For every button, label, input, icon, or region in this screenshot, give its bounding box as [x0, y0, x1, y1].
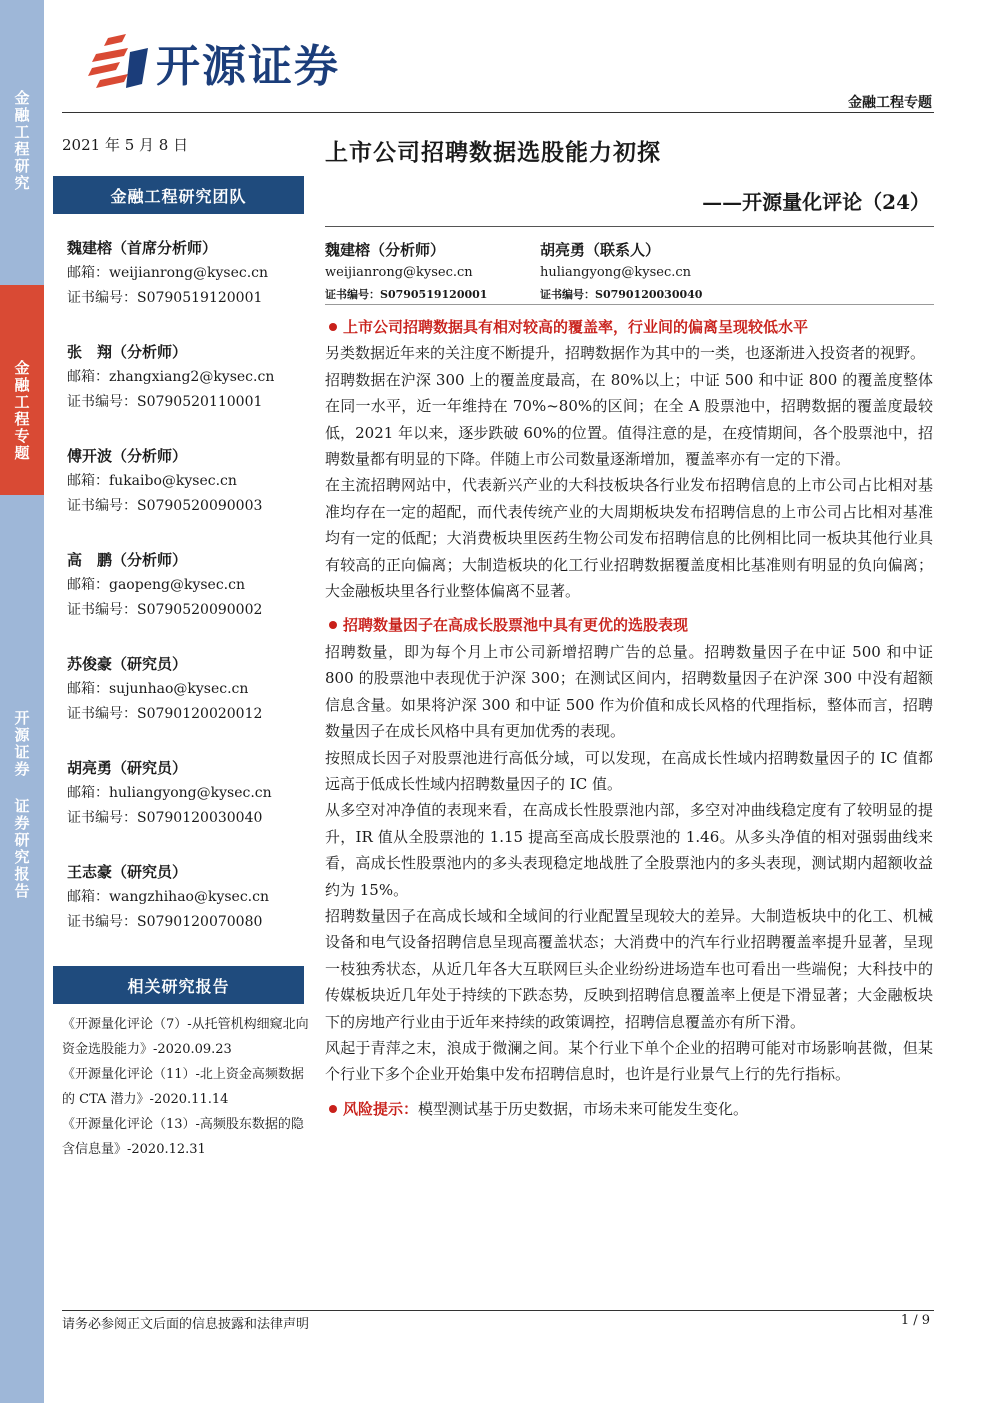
- author-divider: [325, 304, 934, 305]
- summary-paragraph: 招聘数量，即为每个月上市公司新增招聘广告的总量。招聘数量因子在中证 500 和中证 800 的股票池中表现优于沪深 300；在测试区间内，招聘数量因子在沪深 300 中没有超额信息含量。如果将沪深 300 和中证 500 作为价值和成长风格的代理指标，整体而言，招聘数量因子在成长风格中具有更加优秀的表现。: [325, 642, 933, 741]
- analyst-cert: 证书编号：S0790520090003: [67, 498, 263, 514]
- bullet-dot-icon: [329, 621, 337, 629]
- related-heading: 相关研究报告: [53, 966, 304, 1004]
- analyst-item: [67, 860, 307, 964]
- logo-text: 开源证券: [156, 41, 340, 92]
- title-divider: [325, 226, 934, 227]
- author-block: [540, 238, 702, 306]
- analyst-item: [67, 756, 307, 860]
- related-report-link[interactable]: 《开源量化评论（13）-高频股东数据的隐含信息量》-2020.12.31: [62, 1117, 304, 1157]
- bullet-dot-icon: [329, 1105, 337, 1113]
- related-report-link[interactable]: 《开源量化评论（7）-从托管机构细窥北向资金选股能力》-2020.09.23: [62, 1017, 309, 1057]
- analyst-email[interactable]: 邮箱：fukaibo@kysec.cn: [67, 473, 237, 489]
- analyst-item: [67, 652, 307, 756]
- summary-paragraph: 从多空对冲净值的表现来看，在高成长性股票池内部，多空对冲曲线稳定度有了较明显的提升，IR 值从全股票池的 1.15 提高至高成长股票池的 1.46。从多头净值的相对强弱曲线来看，高成长性股票池内的多头表现稳定地战胜了全股票池内的多头表现，测试期内超额收益约为 15%。: [325, 801, 933, 899]
- author-name: 胡亮勇（联系人）: [540, 241, 661, 259]
- analyst-name: 张 翔（分析师）: [67, 343, 188, 361]
- analyst-email[interactable]: 邮箱：sujunhao@kysec.cn: [67, 681, 249, 697]
- side-band: [0, 0, 44, 1403]
- analyst-cert: 证书编号：S0790520110001: [67, 394, 263, 410]
- header-divider: [62, 112, 934, 113]
- summary-paragraph: 按照成长因子对股票池进行高低分域，可以发现，在高成长性域内招聘数量因子的 IC 值都远高于低成长性域内招聘数量因子的 IC 值。: [325, 748, 933, 793]
- analyst-cert: 证书编号：S0790120070080: [67, 914, 263, 930]
- analyst-email[interactable]: 邮箱：gaopeng@kysec.cn: [67, 577, 245, 593]
- band-segment-topic: 金融工程专题: [0, 285, 44, 495]
- risk-text: 模型测试基于历史数据，市场未来可能发生变化。: [418, 1099, 749, 1118]
- author-cert: 证书编号：S0790519120001: [325, 288, 488, 301]
- author-email[interactable]: weijianrong@kysec.cn: [325, 265, 473, 280]
- band-segment-brand: 开源证券 证券研究报告: [0, 495, 44, 1403]
- author-block: [325, 238, 487, 306]
- analyst-item: [67, 548, 307, 652]
- footer-divider: [62, 1310, 934, 1311]
- analyst-cert: 证书编号：S0790520090002: [67, 602, 263, 618]
- analyst-name: 王志豪（研究员）: [67, 863, 188, 881]
- header-section-label: 金融工程专题: [848, 95, 932, 111]
- report-subtitle: ——开源量化评论（24）: [702, 190, 930, 214]
- summary-paragraph: 另类数据近年来的关注度不断提升，招聘数据作为其中的一类，也逐渐进入投资者的视野。: [325, 344, 926, 363]
- author-cert: 证书编号：S0790120030040: [540, 288, 703, 301]
- report-summary: [325, 312, 933, 1122]
- risk-label: 风险提示：: [343, 1099, 419, 1118]
- summary-paragraph: 在主流招聘网站中，代表新兴产业的大科技板块各行业发布招聘信息的上市公司占比相对基准均存在一定的超配，而代表传统产业的大周期板块发布招聘信息的上市公司占比相对基准均有一定的低配；大消费板块里医药生物公司发布招聘信息的比例相比同一板块其他行业具有较高的正向偏离；大制造板块的化工行业招聘数据覆盖度相比基准则有明显的负向偏离；大金融板块里各行业整体偏离不显著。: [325, 476, 933, 601]
- analyst-name: 魏建榕（首席分析师）: [67, 239, 218, 257]
- section-heading: 招聘数量因子在高成长股票池中具有更优的选股表现: [325, 612, 933, 638]
- page-number: 1 / 9: [900, 1313, 930, 1328]
- author-email[interactable]: huliangyong@kysec.cn: [540, 265, 692, 280]
- analyst-name: 傅开波（分析师）: [67, 447, 188, 465]
- analyst-name: 苏俊豪（研究员）: [67, 655, 188, 673]
- summary-paragraph: 招聘数据在沪深 300 上的覆盖度最高，在 80%以上；中证 500 和中证 800 的覆盖度整体在同一水平，近一年维持在 70%~80%的区间；在全 A 股票池中，招聘数据的覆盖度最较低，2021 年以来，逐步跌破 60%的位置。值得注意的是，在疫情期间，各个股票池中，招聘数量都有明显的下降。伴随上市公司数量逐渐增加，覆盖率亦有一定的下滑。: [325, 370, 933, 469]
- analyst-item: [67, 444, 307, 548]
- report-date: 2021 年 5 月 8 日: [62, 136, 189, 154]
- analyst-list: [67, 236, 307, 964]
- summary-paragraph: 招聘数量因子在高成长域和全域间的行业配置呈现较大的差异。大制造板块中的化工、机械设备和电气设备招聘信息呈现高覆盖状态；大消费中的汽车行业招聘覆盖率提升显著，呈现一枝独秀状态，从近几年各大互联网巨头企业纷纷进场造车也可看出一些端倪；大科技中的传媒板块近几年处于持续的下跌态势，反映到招聘信息覆盖率上便是下滑显著；大金融板块下的房地产行业由于近年来持续的政策调控，招聘信息覆盖亦有所下滑。: [325, 906, 933, 1031]
- related-report-link[interactable]: 《开源量化评论（11）-北上资金高频数据的 CTA 潜力》-2020.11.14: [62, 1067, 304, 1107]
- analyst-email[interactable]: 邮箱：zhangxiang2@kysec.cn: [67, 369, 275, 385]
- footer-disclaimer: 请务必参阅正文后面的信息披露和法律声明: [62, 1317, 310, 1332]
- related-report-list: [62, 1012, 310, 1162]
- team-heading: 金融工程研究团队: [53, 176, 304, 214]
- band-segment-research: 金融工程研究: [0, 0, 44, 285]
- analyst-name: 高 鹏（分析师）: [67, 551, 188, 569]
- bullet-dot-icon: [329, 323, 337, 331]
- analyst-cert: 证书编号：S0790519120001: [67, 290, 263, 306]
- section-heading: 上市公司招聘数据具有相对较高的覆盖率，行业间的偏离呈现较低水平: [325, 314, 933, 340]
- analyst-email[interactable]: 邮箱：weijianrong@kysec.cn: [67, 265, 269, 281]
- analyst-name: 胡亮勇（研究员）: [67, 759, 188, 777]
- analyst-cert: 证书编号：S0790120030040: [67, 810, 263, 826]
- logo-mark-icon: [88, 34, 150, 90]
- analyst-email[interactable]: 邮箱：wangzhihao@kysec.cn: [67, 889, 269, 905]
- summary-paragraph: 风起于青萍之末，浪成于微澜之间。某个行业下单个企业的招聘可能对市场影响甚微，但某个行业下多个企业开始集中发布招聘信息时，也许是行业景气上行的先行指标。: [325, 1038, 933, 1084]
- analyst-cert: 证书编号：S0790120020012: [67, 706, 263, 722]
- risk-warning: [325, 1096, 933, 1122]
- report-title: 上市公司招聘数据选股能力初探: [325, 139, 661, 166]
- analyst-item: [67, 236, 307, 340]
- company-logo: [88, 30, 340, 94]
- analyst-item: [67, 340, 307, 444]
- author-name: 魏建榕（分析师）: [325, 241, 446, 259]
- analyst-email[interactable]: 邮箱：huliangyong@kysec.cn: [67, 785, 272, 801]
